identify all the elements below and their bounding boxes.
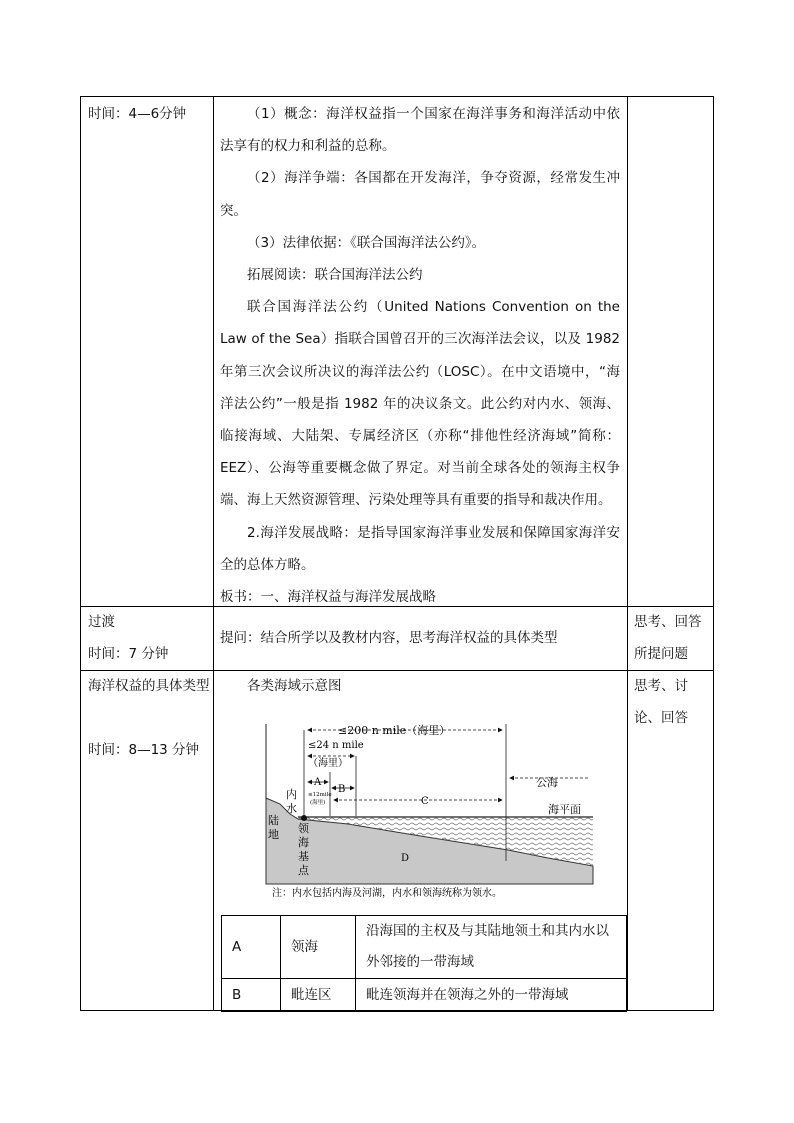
label-land-1: 陆 — [268, 814, 279, 827]
label-12nm-unit: (海里) — [310, 800, 326, 806]
zone-name: 领海 — [281, 916, 356, 979]
label-baseline-1: 领 — [298, 822, 309, 835]
label-B: B — [338, 784, 346, 795]
sea-zone-diagram — [258, 716, 598, 906]
row2-activity: 思考、回答所提问题 — [634, 614, 702, 662]
zone-name: 毗连区 — [281, 979, 356, 1012]
label-baseline-2: 海 — [298, 836, 309, 849]
zone-code: B — [222, 979, 281, 1012]
col-divider — [213, 97, 214, 1010]
label-A: A — [314, 777, 322, 788]
row3-activity: 思考、讨论、回答 — [634, 678, 688, 726]
baseline-point — [301, 815, 307, 821]
col-divider — [627, 97, 628, 1010]
row1-content — [220, 98, 620, 613]
zone-description: 沿海国的主权及与其陆地领土和其内水以外邻接的一带海域 — [356, 916, 627, 979]
row2-title: 过渡 — [88, 614, 115, 630]
diagram-note: 注：内水包括内海及河湖，内水和领海统称为领水。 — [272, 888, 502, 899]
row3-time: 时间：8—13 分钟 — [88, 742, 200, 758]
label-land-2: 地 — [268, 828, 279, 841]
table-row — [222, 916, 627, 979]
table-row — [222, 979, 627, 1012]
label-24nm: ≤24 n mile — [308, 740, 364, 751]
label-internal-waters-2: 水 — [286, 802, 297, 815]
figure-caption: 各类海域示意图 — [247, 678, 342, 694]
label-200nm: ≤200 n mile（海里） — [338, 724, 451, 737]
paragraph-strategy: 2.海洋发展战略：是指导国家海洋事业发展和保障国家海洋安全的总体方略。 — [220, 524, 620, 573]
paragraph-concept: （1）概念：海洋权益指一个国家在海洋事务和海洋活动中依法享有的权力和利益的总称。 — [220, 106, 620, 155]
paragraph-extended-reading-title: 拓展阅读：联合国海洋法公约 — [247, 267, 423, 284]
label-24nm-unit: （海里） — [308, 758, 348, 769]
label-baseline-3: 基 — [298, 850, 309, 863]
zone-description: 毗连领海并在领海之外的一带海域 — [356, 979, 627, 1012]
zone-code: A — [222, 916, 281, 979]
row2-time: 时间：7 分钟 — [88, 646, 169, 662]
board-note: 板书：一、海洋权益与海洋发展战略 — [220, 589, 436, 606]
row2-question: 提问：结合所学以及教材内容，思考海洋权益的具体类型 — [220, 630, 558, 646]
row1-time: 时间：4—6分钟 — [88, 106, 187, 122]
label-D: D — [401, 853, 410, 864]
sea-zone-table — [221, 915, 627, 1012]
label-internal-waters-1: 内 — [286, 788, 297, 801]
label-sea-level: 海平面 — [548, 803, 581, 816]
paragraph-unclos: 联合国海洋法公约（United Nations Convention on the Law of the Sea）指联合国曾召开的三次海洋法会议，以及 1982 年第三次会议所决议的海洋法公约（LOSC）。在中文语境中，“海洋法公约”一般是指 1982 年的决议条文。此公约对内水、领海、临接海域、大陆架、专属经济区（亦称“排他性经济海域”简称：EEZ）、公海等重要概念做了界定。对当前全球各处的领海主权争端、海上天然资源管理、污染处理等具有重要的指导和裁决作用。 — [220, 299, 620, 509]
paragraph-legal-basis: （3）法律依据：《联合国海洋法公约》。 — [247, 234, 486, 251]
label-baseline-4: 点 — [298, 864, 309, 877]
paragraph-dispute: （2）海洋争端：各国都在开发海洋，争夺资源，经常发生冲突。 — [220, 170, 620, 219]
label-C: C — [421, 796, 429, 807]
label-12nm: ≤12mile — [308, 792, 332, 798]
row3-title: 海洋权益的具体类型 — [88, 678, 210, 694]
label-high-seas: 公海 — [536, 776, 558, 789]
